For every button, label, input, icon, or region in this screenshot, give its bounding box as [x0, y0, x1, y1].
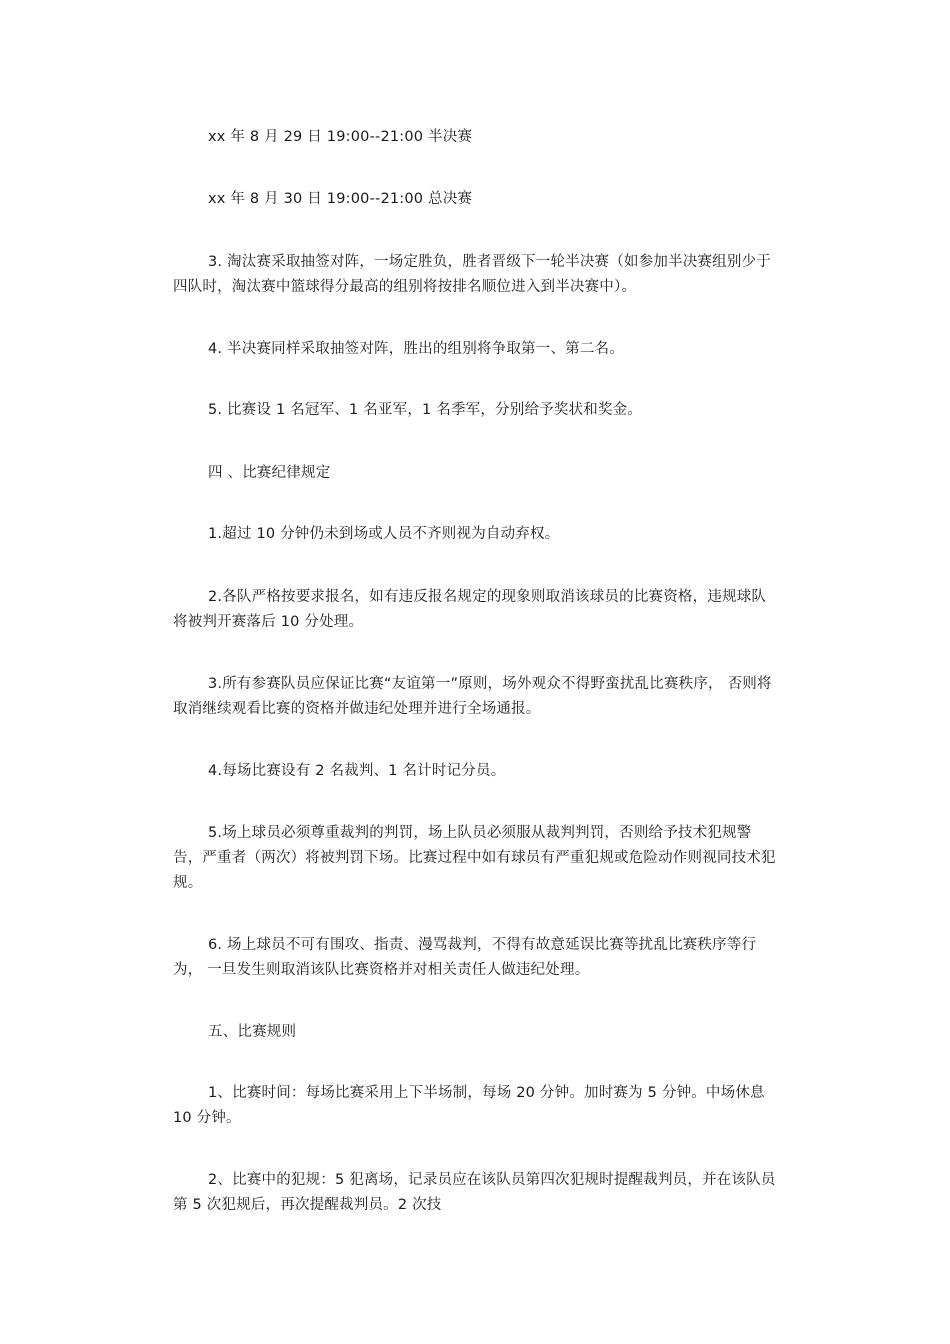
discipline-item-3: 3.所有参赛队员应保证比赛“友谊第一”原则，场外观众不得野蛮扰乱比赛秩序， 否则将取消继续观看比赛的资格并做违纪处理并进行全场通报。 — [173, 676, 772, 717]
section-heading-rules: 五、比赛规则 — [208, 1024, 297, 1040]
discipline-item-5: 5.场上球员必须尊重裁判的判罚，场上队员必须服从裁判判罚，否则给予技术犯规警告，严重者（两次）将被判罚下场。比赛过程中如有球员有严重犯规或危险动作则视同技术犯规。 — [173, 825, 776, 891]
rule-knockout-draw: 3. 淘汰赛采取抽签对阵，一场定胜负，胜者晋级下一轮半决赛（如参加半决赛组别少于四队时，淘汰赛中篮球得分最高的组别将按排名顺位进入到半决赛中）。 — [173, 254, 771, 295]
schedule-final: xx 年 8 月 30 日 19:00--21:00 总决赛 — [208, 191, 473, 207]
rule-awards: 5. 比赛设 1 名冠军、1 名亚军，1 名季军，分别给予奖状和奖金。 — [208, 402, 643, 418]
discipline-item-4: 4.每场比赛设有 2 名裁判、1 名计时记分员。 — [208, 763, 506, 779]
discipline-item-6: 6. 场上球员不可有围攻、指责、漫骂裁判，不得有故意延误比赛等扰乱比赛秩序等行为， 一旦发生则取消该队比赛资格并对相关责任人做违纪处理。 — [173, 937, 757, 978]
rules-item-1: 1、比赛时间：每场比赛采用上下半场制，每场 20 分钟。加时赛为 5 分钟。中场休息 10 分钟。 — [173, 1085, 765, 1126]
discipline-item-2: 2.各队严格按要求报名，如有违反报名规定的现象则取消该球员的比赛资格，违规球队将被判开赛落后 10 分处理。 — [173, 589, 767, 630]
schedule-semifinal: xx 年 8 月 29 日 19:00--21:00 半决赛 — [208, 129, 473, 145]
discipline-item-1: 1.超过 10 分钟仍未到场或人员不齐则视为自动弃权。 — [208, 526, 560, 542]
section-heading-discipline: 四 、比赛纪律规定 — [208, 465, 331, 481]
rules-item-2: 2、比赛中的犯规：5 犯离场，记录员应在该队员第四次犯规时提醒裁判员，并在该队员第 5 次犯规后，再次提醒裁判员。2 次技 — [173, 1172, 776, 1213]
rule-semifinal-draw: 4. 半决赛同样采取抽签对阵，胜出的组别将争取第一、第二名。 — [208, 341, 624, 357]
